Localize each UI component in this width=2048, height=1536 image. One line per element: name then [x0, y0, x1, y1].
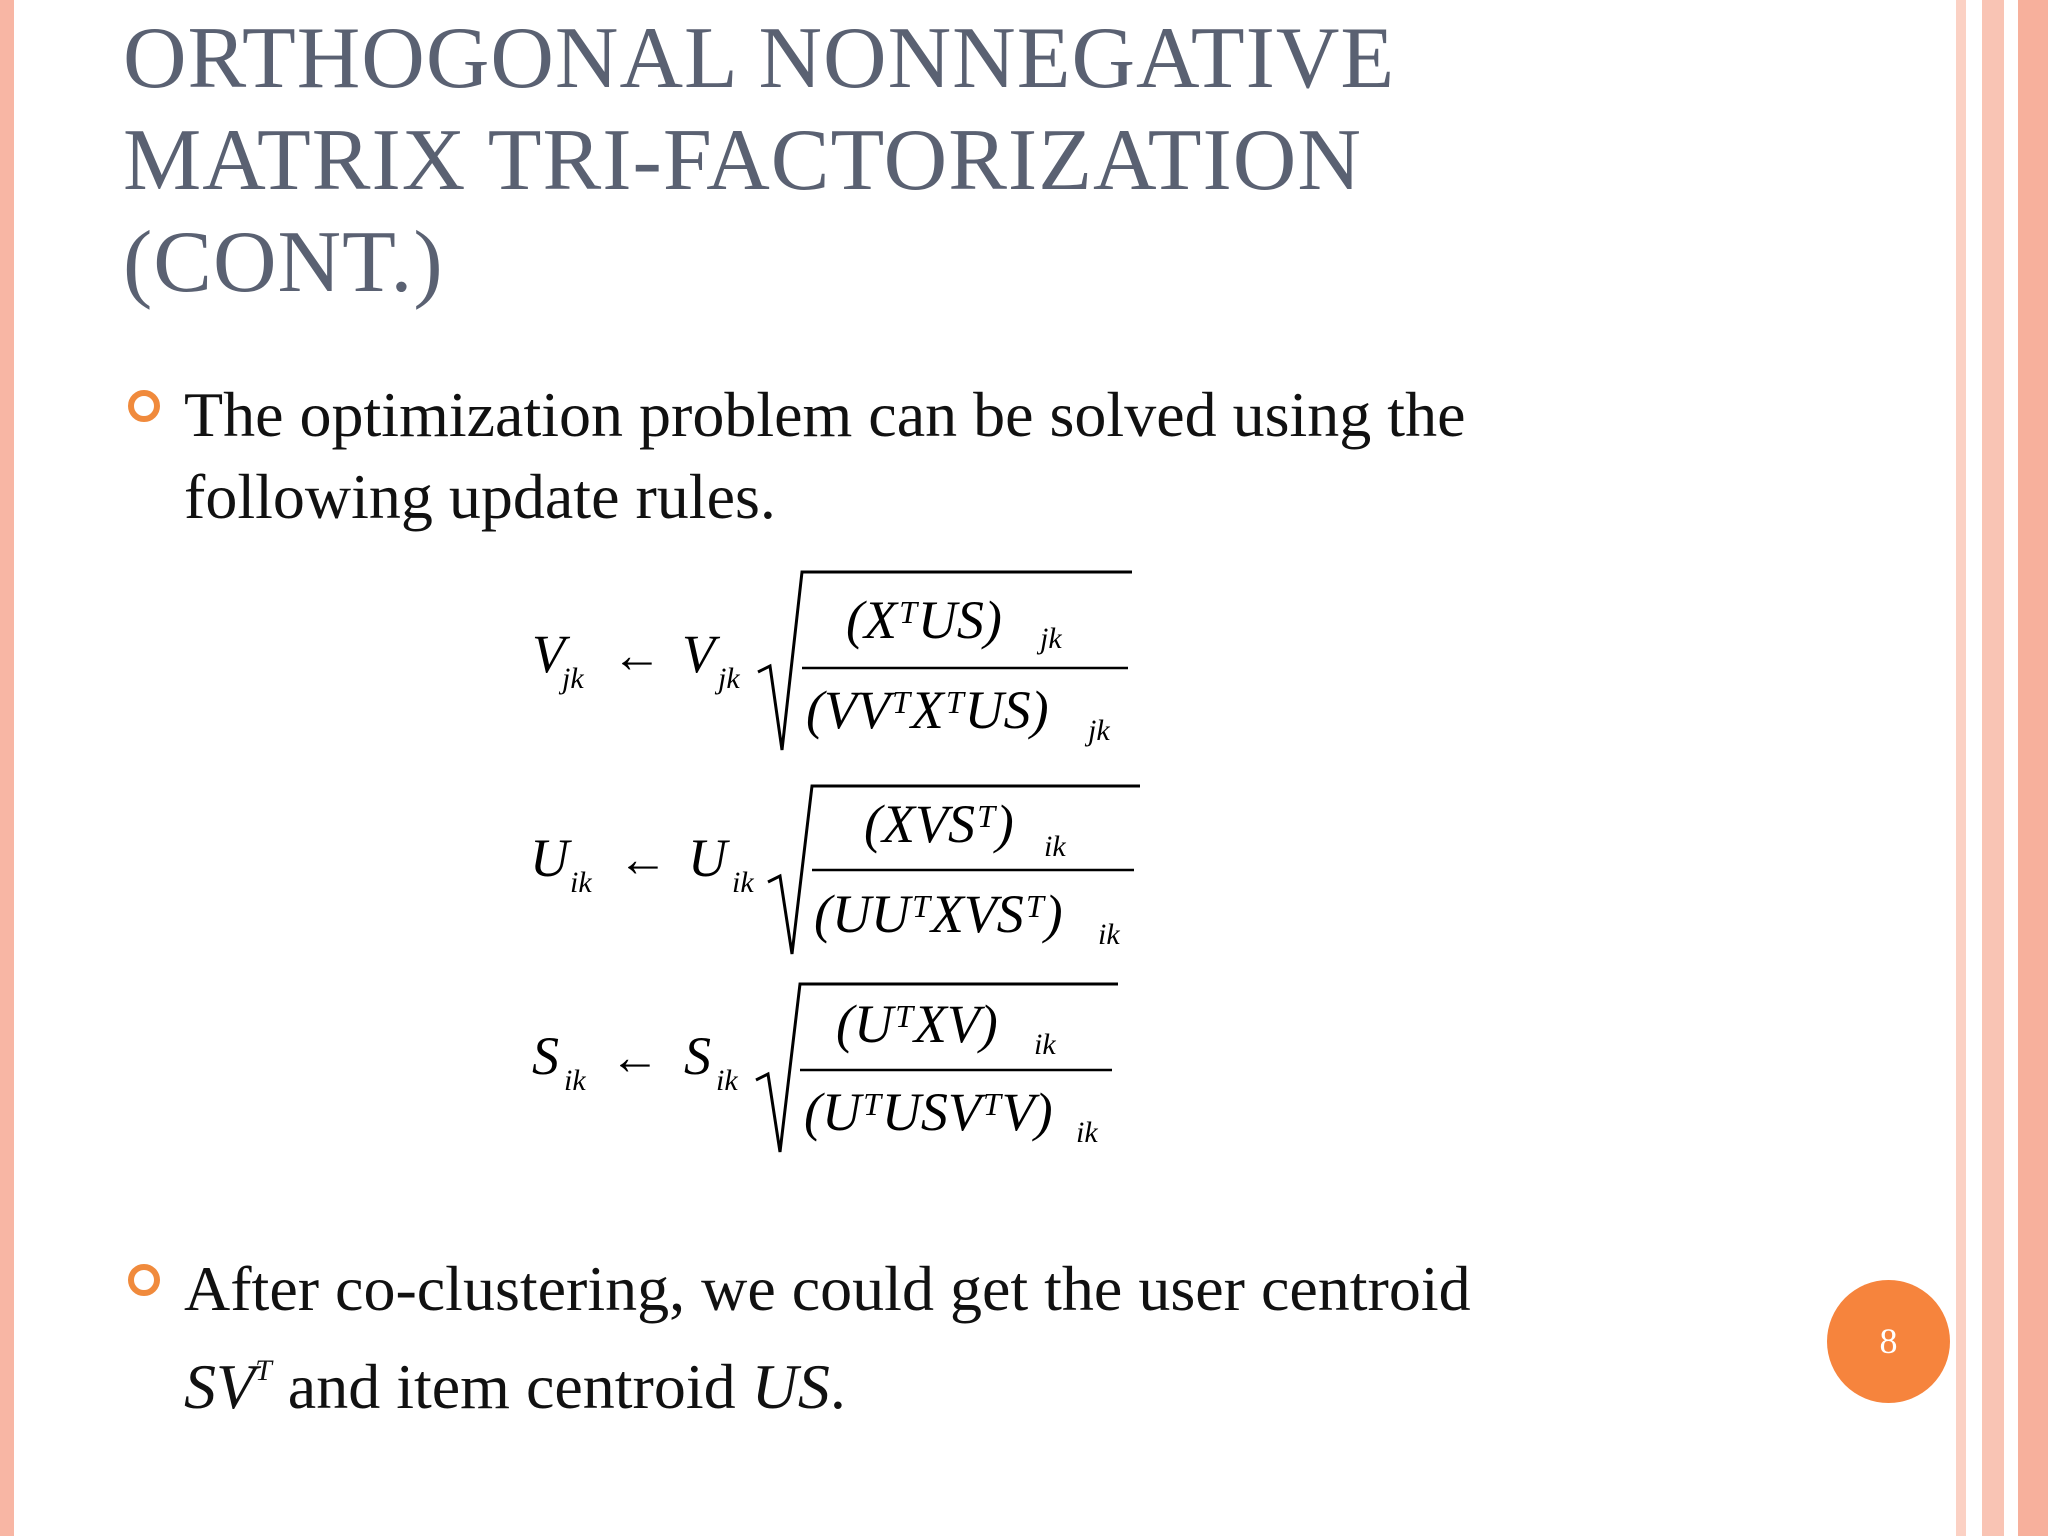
bullet-ring-icon — [128, 1264, 160, 1296]
formula-rhs-sub: ik — [716, 1064, 738, 1097]
bullet-line — [184, 1330, 1824, 1428]
formula-denominator: (VVᵀXᵀUS) — [806, 680, 1049, 740]
formula-arrow: ← — [610, 1029, 660, 1085]
formula-s-update — [532, 984, 1118, 1152]
formula-rhs-sub: jk — [718, 662, 740, 695]
bullet-text-span: and item centroid — [271, 1351, 752, 1422]
bullet-line: following update rules. — [184, 461, 776, 532]
formula-denominator: (UUᵀXVSᵀ) — [814, 884, 1063, 944]
formula-lhs-sub: ik — [564, 1064, 586, 1097]
formula-num-sub: ik — [1044, 830, 1066, 863]
update-rules-formulas — [520, 560, 1170, 1180]
formula-arrow: ← — [612, 627, 662, 683]
right-border-stripe — [2018, 0, 2048, 1536]
formula-u-update — [530, 786, 1140, 954]
formula-lhs: S — [532, 1026, 559, 1086]
sv-term: SV — [184, 1351, 256, 1422]
right-border-stripe — [1956, 0, 1966, 1536]
page-number-badge: 8 — [1827, 1280, 1950, 1403]
formula-numerator: (XVSᵀ) — [864, 794, 1014, 854]
slide-title — [123, 8, 1903, 314]
formula-num-sub: jk — [1040, 622, 1062, 655]
formula-v-update — [532, 572, 1132, 750]
bullet-text-span: . — [829, 1351, 846, 1422]
formula-numerator: (UᵀXV) — [836, 994, 998, 1054]
formula-lhs-sub: jk — [562, 662, 584, 695]
bullet-item — [184, 1248, 1824, 1428]
bullet-ring-icon — [128, 390, 160, 422]
bullet-line: After co-clustering, we could get the user centroid — [184, 1253, 1471, 1324]
formula-numerator: (XᵀUS) — [846, 590, 1002, 650]
formula-den-sub: ik — [1076, 1116, 1098, 1149]
formula-rhs: U — [688, 828, 727, 888]
us-term: US — [751, 1351, 830, 1422]
formula-rhs: S — [684, 1026, 711, 1086]
bullet-line: The optimization problem can be solved using the — [184, 379, 1466, 450]
formula-den-sub: jk — [1088, 714, 1110, 747]
title-line: (CONT.) — [123, 214, 444, 311]
formula-lhs-sub: ik — [570, 866, 592, 899]
transpose-superscript: T — [255, 1354, 272, 1387]
formula-num-sub: ik — [1034, 1028, 1056, 1061]
formula-den-sub: ik — [1098, 918, 1120, 951]
formula-lhs: V — [532, 624, 565, 684]
title-line: MATRIX TRI-FACTORIZATION — [123, 112, 1362, 209]
title-line: ORTHOGONAL NONNEGATIVE — [123, 10, 1396, 107]
formula-arrow: ← — [618, 831, 668, 887]
right-border-stripe — [1982, 0, 2004, 1536]
left-border-stripe — [0, 0, 14, 1536]
bullet-item — [184, 374, 1824, 538]
formula-rhs: V — [682, 624, 715, 684]
formula-denominator: (UᵀUSVᵀV) — [804, 1082, 1053, 1142]
formula-rhs-sub: ik — [732, 866, 754, 899]
formula-lhs: U — [530, 828, 569, 888]
